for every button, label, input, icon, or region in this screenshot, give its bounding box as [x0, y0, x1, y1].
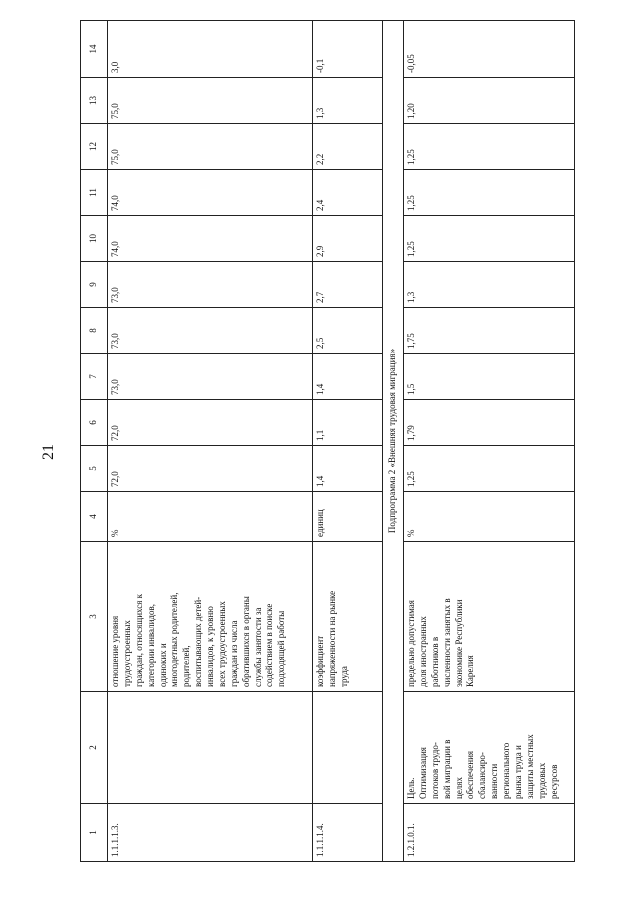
- row-unit: %: [108, 492, 313, 542]
- row-value: 1,79: [404, 400, 575, 446]
- col-header: 3: [81, 542, 108, 692]
- row-goal: Цель. Оптимизация потоков трудо- вой миграции в целях обеспечения сбалансиро- ванности регионального рынка труда и защиты местных трудовых ресурсов: [404, 692, 575, 804]
- col-header: 13: [81, 78, 108, 124]
- row-value: 1,3: [404, 262, 575, 308]
- col-header: 14: [81, 21, 108, 78]
- row-goal: [108, 692, 313, 804]
- row-value: 1,5: [404, 354, 575, 400]
- subprogram-row: [383, 21, 404, 862]
- row-indicator: отношение уровня трудоустроенных граждан, относящихся к категории инвалидов, одиноких и многодетных родителей, родителей, воспитывающих детей- инвалидов, к уровню всех трудоустроенных граждан из числа обратившихся в органы службы занятости за содействием в поиске подходящей работы: [108, 542, 313, 692]
- col-header: 2: [81, 692, 108, 804]
- row-value: 2,4: [313, 170, 383, 216]
- row-value: 2,9: [313, 216, 383, 262]
- row-value: 73,0: [108, 354, 313, 400]
- row-value: 1,25: [404, 446, 575, 492]
- row-value: 2,5: [313, 308, 383, 354]
- row-value: 1,1: [313, 400, 383, 446]
- col-header: 10: [81, 216, 108, 262]
- row-value: 73,0: [108, 308, 313, 354]
- row-unit: %: [404, 492, 575, 542]
- row-value: 1,25: [404, 124, 575, 170]
- col-header: 6: [81, 400, 108, 446]
- row-value: 1,20: [404, 78, 575, 124]
- row-value: 1,3: [313, 78, 383, 124]
- row-unit: единиц: [313, 492, 383, 542]
- col-header: 1: [81, 804, 108, 862]
- row-code: 1.2.1.0.1.: [404, 804, 575, 862]
- row-value: 3,0: [108, 21, 313, 78]
- row-value: 72,0: [108, 400, 313, 446]
- row-indicator: предельно допустимая доля иностранных работников в численности занятых в экономике Республики Карелия: [404, 542, 575, 692]
- col-header: 7: [81, 354, 108, 400]
- row-indicator: коэффициент напряженности на рынке труда: [313, 542, 383, 692]
- indicators-table: [80, 20, 575, 862]
- row-value: 1,75: [404, 308, 575, 354]
- row-code: 1.1.1.1.4.: [313, 804, 383, 862]
- row-value: 2,7: [313, 262, 383, 308]
- row-value: 75,0: [108, 124, 313, 170]
- col-header: 12: [81, 124, 108, 170]
- row-value: 72,0: [108, 446, 313, 492]
- row-value: -0,1: [313, 21, 383, 78]
- col-header: 5: [81, 446, 108, 492]
- table-row: [108, 21, 313, 862]
- col-header: 11: [81, 170, 108, 216]
- row-value: 75,0: [108, 78, 313, 124]
- row-value: 1,4: [313, 446, 383, 492]
- table-row: [404, 21, 575, 862]
- column-number-row: [81, 21, 108, 862]
- row-value: -0,05: [404, 21, 575, 78]
- row-code: 1.1.1.1.3.: [108, 804, 313, 862]
- row-value: 1,4: [313, 354, 383, 400]
- subprogram-title: Подпрограмма 2 «Внешняя трудовая миграция»: [383, 21, 404, 862]
- page-number: 21: [40, 444, 57, 460]
- row-goal: [313, 692, 383, 804]
- row-value: 2,2: [313, 124, 383, 170]
- col-header: 4: [81, 492, 108, 542]
- row-value: 1,25: [404, 216, 575, 262]
- row-value: 1,25: [404, 170, 575, 216]
- col-header: 9: [81, 262, 108, 308]
- row-value: 74,0: [108, 170, 313, 216]
- rotated-table-area: [80, 21, 575, 862]
- row-value: 73,0: [108, 262, 313, 308]
- table-row: [313, 21, 383, 862]
- row-value: 74,0: [108, 216, 313, 262]
- col-header: 8: [81, 308, 108, 354]
